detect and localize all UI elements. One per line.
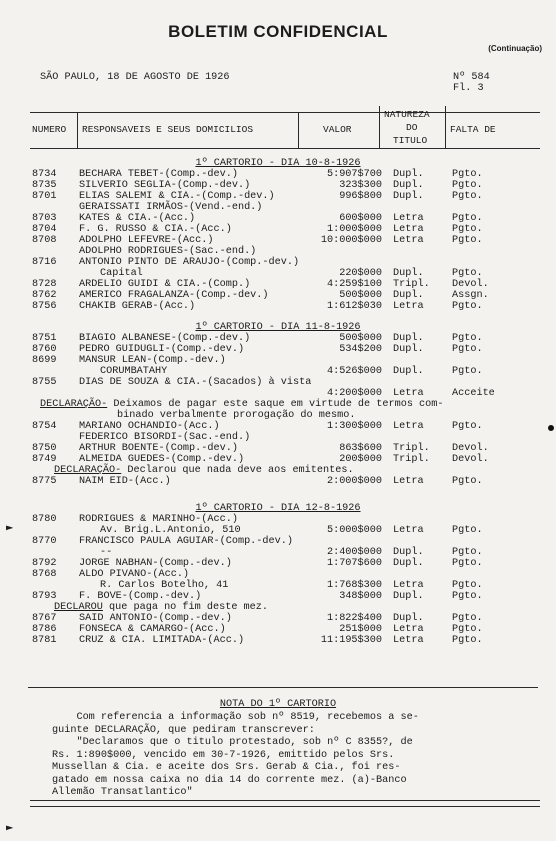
table-row [0,355,556,366]
page-title: BOLETIM CONFIDENCIAL [168,22,388,41]
row-natureza: Dupl. [393,344,424,355]
row-valor: 4:200$000 [326,388,382,399]
row-falta: Pgto. [452,333,483,344]
col-header-valor: VALOR [323,124,352,135]
row-valor: 323$300 [339,180,382,191]
row-valor: 534$200 [339,344,382,355]
row-number: 8701 [32,191,57,202]
row-natureza: Dupl. [393,333,424,344]
row-falta: Pgto. [452,366,483,377]
row-valor: 500$000 [339,290,382,301]
row-natureza: Letra [393,235,424,246]
row-responsavel: FONSECA & CAMARGO-(Acc.) [79,624,226,635]
row-number: 8781 [32,635,57,646]
row-responsavel: CHAKIB GERAB-(Acc.) [79,301,196,312]
row-responsavel: CRUZ & CIA. LIMITADA-(Acc.) [79,635,245,646]
row-number: 8728 [32,279,57,290]
row-number: 8775 [32,476,57,487]
row-responsavel: ADOLPHO RODRIGUES-(Sac.-end.) [79,246,257,257]
section-heading [0,158,556,169]
declaration-text: Declarou que nada deve aos emitentes. [127,465,354,476]
table-row [0,454,556,465]
section-heading [0,503,556,514]
continuation-label: (Continuação) [488,44,542,53]
row-responsavel: BIAGIO ALBANESE-(Comp.-dev.) [79,333,251,344]
row-natureza: Dupl. [393,191,424,202]
row-responsavel: FEDERICO BISORDI-(Sac.-end.) [79,432,251,443]
row-natureza: Dupl. [393,290,424,301]
table-row [0,377,556,388]
row-responsavel: SILVERIO SEGLIA-(Comp.-dev.) [79,180,251,191]
row-falta: Pgto. [452,613,483,624]
table-row [0,558,556,569]
row-falta: Pgto. [452,235,483,246]
row-natureza: Letra [393,525,424,536]
row-falta: Pgto. [452,344,483,355]
row-responsavel: ALDO PIVANO-(Acc.) [79,569,190,580]
row-falta: Pgto. [452,213,483,224]
row-valor: 200$000 [339,454,382,465]
row-responsavel: BECHARA TEBET-(Comp.-dev.) [79,169,238,180]
declaration-label: DECLARAÇÃO- [40,399,108,410]
row-natureza: Dupl. [393,547,424,558]
declaration-text: que paga no fim deste mez. [109,602,268,613]
row-natureza: Letra [393,388,424,399]
bottom-rule-1 [30,800,540,801]
row-valor: 2:400$000 [326,547,382,558]
margin-dot-right [548,425,554,431]
row-valor: 5:000$000 [326,525,382,536]
row-valor: 4:259$100 [326,279,382,290]
row-natureza: Letra [393,301,424,312]
row-valor: 1:822$400 [326,613,382,624]
row-valor: 600$000 [339,213,382,224]
row-valor: 500$000 [339,333,382,344]
row-falta: Pgto. [452,180,483,191]
declaration-continuation: binado verbalmente prorogação do mesmo. [117,410,356,421]
row-falta: Pgto. [452,580,483,591]
row-responsavel: RODRIGUES & MARINHO-(Acc.) [79,514,238,525]
table-row [0,421,556,432]
row-valor: 10:000$000 [320,235,382,246]
declaration-text: Deixamos de pagar este saque em virtude de termos com- [113,399,444,410]
table-row [0,432,556,443]
row-valor: 348$000 [339,591,382,602]
row-natureza: Dupl. [393,268,424,279]
row-valor: 2:000$000 [326,476,382,487]
declaration-line [54,465,354,476]
row-valor: 1:000$000 [326,224,382,235]
row-valor: 251$000 [339,624,382,635]
row-number: 8786 [32,624,57,635]
row-responsavel: AMERICO FRAGALANZA-(Comp.-dev.) [79,290,269,301]
section-heading-text: 1º CARTORIO - DIA 11-8-1926 [195,322,361,333]
col-divider-2 [298,113,299,148]
table-row [0,224,556,235]
col-divider-4 [445,106,446,148]
table-row [0,476,556,487]
row-number: 8751 [32,333,57,344]
row-number: 8699 [32,355,57,366]
declaration-label: DECLARAÇÃO- [54,465,122,476]
row-number: 8780 [32,514,57,525]
row-falta: Pgto. [452,591,483,602]
section-heading [0,322,556,333]
row-falta: Pgto. [452,476,483,487]
declaration-line [40,399,444,410]
row-responsavel: ADOLPHO LEFEVRE-(Acc.) [79,235,214,246]
reference-number [453,72,490,94]
row-number: 8754 [32,421,57,432]
table-row [0,235,556,246]
row-number: 8735 [32,180,57,191]
row-falta: Pgto. [452,301,483,312]
section-heading-text: 1º CARTORIO - DIA 12-8-1926 [195,503,361,514]
table-row [0,191,556,202]
row-natureza: Dupl. [393,169,424,180]
section-heading-text: 1º CARTORIO - DIA 10-8-1926 [195,158,361,169]
row-number: 8708 [32,235,57,246]
table-row [0,388,556,399]
table-row [0,202,556,213]
row-responsavel: FRANCISCO PAULA AGUIAR-(Comp.-dev.) [79,536,293,547]
table-row [0,514,556,525]
margin-mark-left-2: ► [6,820,14,834]
row-number: 8770 [32,536,57,547]
row-number: 8749 [32,454,57,465]
row-valor: 1:768$300 [326,580,382,591]
row-valor: 1:612$030 [326,301,382,312]
row-number: 8768 [32,569,57,580]
row-natureza: Letra [393,224,424,235]
nota-line: "Declaramos que o titulo protestado, sob nº C 8355?, de [52,737,413,748]
row-responsavel: MARIANO OCHANDIO-(Acc.) [79,421,220,432]
row-falta: Acceite [452,388,495,399]
table-row [0,279,556,290]
header-bottom-rule [30,148,540,149]
row-number: 8756 [32,301,57,312]
table-row [0,344,556,355]
row-responsavel: DIAS DE SOUZA & CIA.-(Sacados) à vista [79,377,312,388]
row-natureza: Dupl. [393,180,424,191]
nota-line: Rs. 1:890$000, vencido em 30-7-1926, emittido pelos Srs. [52,749,395,761]
col-header-falta: FALTA DE [450,124,496,135]
row-falta: Pgto. [452,268,483,279]
row-natureza: Tripl. [393,443,430,454]
table-row [0,525,556,536]
row-falta: Pgto. [452,635,483,646]
row-responsavel: SAID ANTONIO-(Comp.-dev.) [79,613,232,624]
row-falta: Pgto. [452,191,483,202]
row-responsavel: Av. Brig.L.Antonio, 510 [100,525,241,536]
nota-line: Com referencia a informação sob nº 8519, recebemos a se- [52,712,419,723]
col-header-natureza-do: DO [406,122,418,133]
table-row [0,635,556,646]
row-natureza: Letra [393,580,424,591]
row-natureza: Tripl. [393,454,430,465]
row-natureza: Letra [393,624,424,635]
row-natureza: Dupl. [393,613,424,624]
table-row [0,569,556,580]
col-divider-1 [77,113,78,148]
sheet-number: Fl. 3 [453,83,484,94]
table-row [0,591,556,602]
row-falta: Pgto. [452,558,483,569]
row-responsavel: ARDELIO GUIDI & CIA.-(Comp.) [79,279,251,290]
row-valor: 11:195$300 [320,635,382,646]
row-falta: Pgto. [452,224,483,235]
row-number: 8734 [32,169,57,180]
row-responsavel: F. BOVE-(Comp.-dev.) [79,591,202,602]
row-number: 8716 [32,257,57,268]
row-falta: Devol. [452,443,489,454]
row-responsavel: JORGE NABHAN-(Comp.-dev.) [79,558,232,569]
table-row [0,180,556,191]
row-number: 8792 [32,558,57,569]
row-valor: 996$800 [339,191,382,202]
row-falta: Pgto. [452,547,483,558]
row-number: 8793 [32,591,57,602]
ref-number: Nº 584 [453,72,490,83]
col-header-responsaveis: RESPONSAVEIS E SEUS DOMICILIOS [82,124,254,135]
row-responsavel: R. Carlos Botelho, 41 [100,580,229,591]
table-row [0,290,556,301]
col-header-numero: NUMERO [32,124,67,135]
row-natureza: Dupl. [393,366,424,377]
table-row [0,580,556,591]
nota-heading: NOTA DO 1º CARTORIO [219,699,337,710]
row-responsavel: Capital [100,268,143,279]
table-row [0,246,556,257]
row-number: 8750 [32,443,57,454]
table-row [0,301,556,312]
row-valor: 1:707$600 [326,558,382,569]
row-responsavel: CORUMBATAHY [100,366,168,377]
table-row [0,169,556,180]
row-natureza: Tripl. [393,279,430,290]
row-natureza: Letra [393,421,424,432]
col-divider-3 [379,106,380,148]
row-number: 8703 [32,213,57,224]
declaration-line [54,602,268,613]
col-header-natureza: NATUREZA [384,109,430,120]
row-responsavel: GERAISSATI IRMÃOS-(Vend.-end.) [79,202,263,213]
nota-line: guinte DECLARAÇÃO, que pediram transcrever: [52,724,315,736]
table-row [0,268,556,279]
declaration-label: DECLAROU [54,602,103,613]
row-responsavel: ARTHUR BOENTE-(Comp.-dev.) [79,443,238,454]
row-natureza: Letra [393,476,424,487]
table-row [0,624,556,635]
row-responsavel: KATES & CIA.-(Acc.) [79,213,196,224]
row-number: 8762 [32,290,57,301]
row-falta: Pgto. [452,421,483,432]
table-row [0,333,556,344]
row-natureza: Dupl. [393,558,424,569]
margin-mark-left-1: ► [6,520,14,534]
row-valor: 5:907$700 [326,169,382,180]
bottom-rule-2 [30,806,540,807]
row-responsavel: ALMEIDA GUEDES-(Comp.-dev.) [79,454,245,465]
row-number: 8760 [32,344,57,355]
row-falta: Pgto. [452,169,483,180]
row-natureza: Dupl. [393,591,424,602]
table-row [0,536,556,547]
row-falta: Assgn. [452,290,489,301]
row-valor: 1:300$000 [326,421,382,432]
row-natureza: Letra [393,635,424,646]
table-row [0,366,556,377]
row-falta: Devol. [452,454,489,465]
row-falta: Devol. [452,279,489,290]
row-responsavel: NAIM EID-(Acc.) [79,476,171,487]
col-header-natureza-titulo: TITULO [393,135,428,146]
nota-line: Allemão Transatlantico" [52,787,193,798]
row-responsavel: -- [100,547,113,558]
row-valor: 863$600 [339,443,382,454]
table-row [0,443,556,454]
table-row [0,257,556,268]
row-number: 8767 [32,613,57,624]
row-falta: Pgto. [452,525,483,536]
nota-line: gatado em nossa caixa no dia 14 do corrente mez. (a)-Banco [52,774,407,786]
nota-line: Mussellan & Cia. e aceite dos Srs. Gerab & Cia., foi res- [52,762,401,773]
table-row [0,613,556,624]
row-natureza: Letra [393,213,424,224]
place-date: SÃO PAULO, 18 DE AGOSTO DE 1926 [40,72,230,83]
row-responsavel: ANTONIO PINTO DE ARAUJO-(Comp.-dev.) [79,257,300,268]
row-responsavel: F. G. RUSSO & CIA.-(Acc.) [79,224,232,235]
row-valor: 220$000 [339,268,382,279]
row-responsavel: ELIAS SALEMI & CIA.-(Comp.-dev.) [79,191,275,202]
table-row [0,213,556,224]
row-responsavel: MANSUR LEAN-(Comp.-dev.) [79,355,226,366]
table-row [0,547,556,558]
row-responsavel: PEDRO GUIDUGLI-(Comp.-dev.) [79,344,245,355]
row-number: 8755 [32,377,57,388]
nota-top-rule [28,687,538,688]
row-valor: 4:526$000 [326,366,382,377]
header-top-rule [30,112,540,113]
row-number: 8704 [32,224,57,235]
row-falta: Pgto. [452,624,483,635]
